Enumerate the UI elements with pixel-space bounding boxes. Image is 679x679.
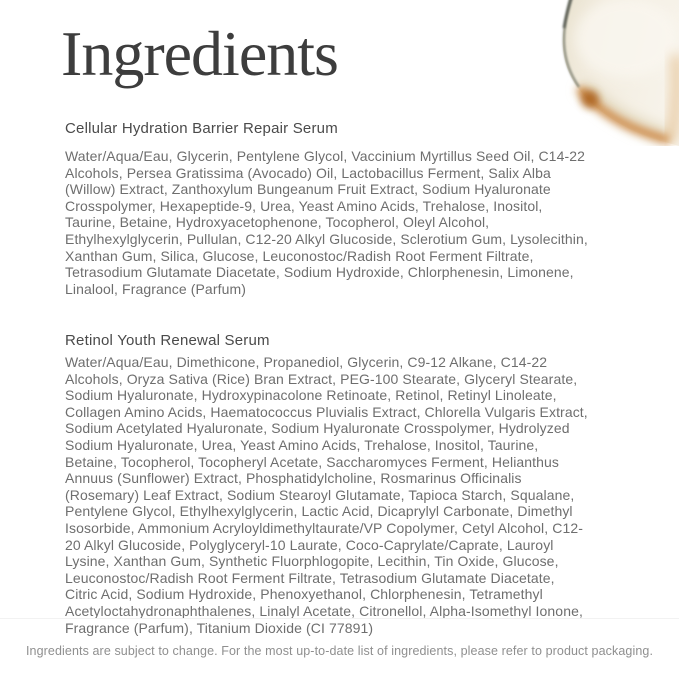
footer-divider [0,618,679,619]
section-heading-cellular-hydration: Cellular Hydration Barrier Repair Serum [65,120,338,137]
section-heading-retinol-youth: Retinol Youth Renewal Serum [65,332,270,349]
page-title: Ingredients [61,18,338,89]
footer-disclaimer: Ingredients are subject to change. For the most up-to-date list of ingredients, please refer to product packaging. [25,644,654,658]
ingredients-list-cellular-hydration: Water/Aqua/Eau, Glycerin, Pentylene Glycol, Vaccinium Myrtillus Seed Oil, C14-22 Alcohols, Persea Gratissima (Avocado) Oil, Lactobacillus Ferment, Salix Alba (Willow) Extract, Zanthoxylum Bungeanum Fruit Extract, Sodium Hyaluronate Crosspolymer, Hexapeptide-9, Urea, Yeast Amino Acids, Trehalose, Inositol, Taurine, Betaine, Hydroxyacetophenone, Tocopherol, Oleyl Alcohol, Ethylhexylglycerin, Pullulan, C12-20 Alkyl Glucoside, Sclerotium Gum, Lysolecithin, Xanthan Gum, Silica, Glucose, Leuconostoc/Radish Root Ferment Filtrate, Tetrasodium Glutamate Diacetate, Sodium Hydroxide, Chlorphenesin, Limonene, Linalool, Fragrance (Parfum) [65,148,588,297]
product-swatch-smear-icon [527,0,679,146]
ingredients-list-retinol-youth: Water/Aqua/Eau, Dimethicone, Propanediol, Glycerin, C9-12 Alkane, C14-22 Alcohols, Oryza Sativa (Rice) Bran Extract, PEG-100 Stearate, Glyceryl Stearate, Sodium Hyaluronate, Hydroxypinacolone Retinoate, Retinol, Retinyl Linoleate, Collagen Amino Acids, Haematococcus Pluvialis Extract, Chlorella Vulgaris Extract, Sodium Acetylated Hyaluronate, Sodium Hyaluronate Crosspolymer, Hydrolyzed Sodium Hyaluronate, Urea, Yeast Amino Acids, Trehalose, Inositol, Taurine, Betaine, Tocopherol, Tocopheryl Acetate, Saccharomyces Ferment, Helianthus Annuus (Sunflower) Extract, Phosphatidylcholine, Rosmarinus Officinalis (Rosemary) Leaf Extract, Sodium Stearoyl Glutamate, Tapioca Starch, Squalane, Pentylene Glycol, Ethylhexylglycerin, Lactic Acid, Dicaprylyl Carbonate, Dimethyl Isosorbide, Ammonium Acryloyldimethyltaurate/VP Copolymer, Cetyl Alcohol, C12-20 Alkyl Glucoside, Polyglyceryl-10 Laurate, Coco-Caprylate/Caprate, Lauroyl Lysine, Xanthan Gum, Synthetic Fluorphlogopite, Lecithin, Tin Oxide, Glucose, Leuconostoc/Radish Root Ferment Filtrate, Tetrasodium Glutamate Diacetate, Citric Acid, Sodium Hydroxide, Phenoxyethanol, Chlorphenesin, Tetramethyl Acetyloctahydronaphthalenes, Linalyl Acetate, Citronellol, Alpha-Isomethyl Ionone, Fragrance (Parfum), Titanium Dioxide (CI 77891) [65,354,588,636]
